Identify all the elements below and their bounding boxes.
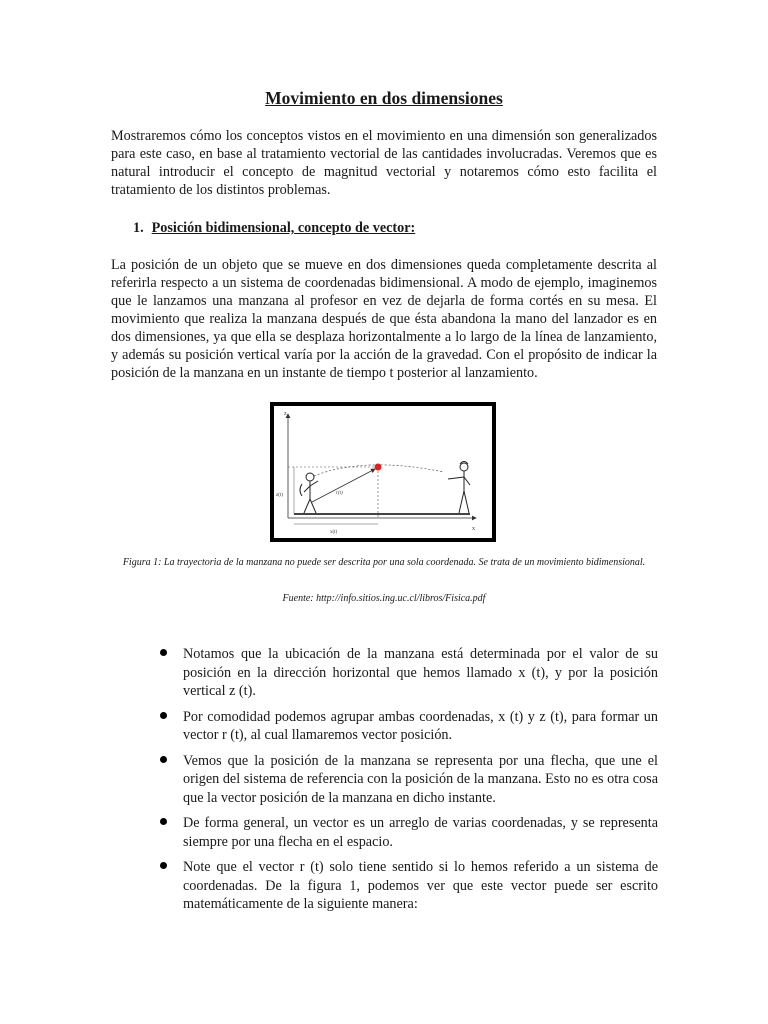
section-heading xyxy=(133,220,415,237)
list-item xyxy=(155,708,658,745)
bullet-text: Vemos que la posición de la manzana se representa por una flecha, que une el origen del sistema de referencia con la posición de la manzana. Esto no es otra cosa que la vector posición de la manzana en dicho instante. xyxy=(183,752,658,806)
axis-z-label: z xyxy=(284,411,287,417)
list-item xyxy=(155,814,658,851)
axis-x-label: x xyxy=(472,526,475,532)
figure-1 xyxy=(270,402,496,542)
figure-caption: Figura 1: La trayectoria de la manzana no puede ser descrita por una sola coordenada. Se trata de un movimiento bidimensional. xyxy=(122,557,646,568)
bullet-text: Por comodidad podemos agrupar ambas coordenadas, x (t) y z (t), para formar un vector r (t), al cual llamaremos vector posición. xyxy=(183,708,658,743)
intro-paragraph: Mostraremos cómo los conceptos vistos en el movimiento en una dimensión son generalizados para este caso, en base al tratamiento vectorial de las cantidades involucradas. Veremos que es natural introducir el concepto de magnitud vectorial y notaremos cómo esto facilita el tratamiento de los distintos problemas. xyxy=(111,128,657,198)
document-title: Movimiento en dos dimensiones xyxy=(265,88,503,108)
position-paragraph: La posición de un objeto que se mueve en dos dimensiones queda completamente descrita al referirla respecto a un sistema de coordenadas bidimensional. A modo de ejemplo, imaginemos que le lanzamos una manzana al profesor en vez de dejarla de forma cortés en su mesa. El movimiento que realiza la manzana después de que ésta abandona la mano del lanzador es en dos dimensiones, ya que ella se desplaza horizontalmente a lo largo de la línea de lanzamiento, y además su posición vertical varía por la acción de la gravedad. Con el propósito de indicar la posición de la manzana en un instante de tiempo t posterior al lanzamiento. xyxy=(111,257,657,381)
list-item xyxy=(155,858,658,914)
xt-label: x(t) xyxy=(330,530,338,535)
bullet-text: De forma general, un vector es un arreglo de varias coordenadas, y se representa siempre por una flecha en el espacio. xyxy=(183,815,658,850)
bullet-icon xyxy=(160,756,167,763)
bullet-list xyxy=(155,645,658,921)
section-number: 1. xyxy=(133,220,144,236)
bullet-text: Notamos que la ubicación de la manzana está determinada por el valor de su posición en la dirección horizontal que hemos llamado x (t), y por la posición vertical z (t). xyxy=(183,646,658,699)
professor-figure xyxy=(448,462,470,514)
rt-label: r(t) xyxy=(336,491,343,496)
zt-label: z(t) xyxy=(276,493,283,498)
position-vector xyxy=(312,469,375,502)
bullet-icon xyxy=(160,649,167,656)
list-item xyxy=(155,752,658,808)
bullet-icon xyxy=(160,818,167,825)
thrower-figure xyxy=(300,473,318,513)
bullet-icon xyxy=(160,862,167,869)
apple xyxy=(375,464,382,471)
bullet-text: Note que el vector r (t) solo tiene sentido si lo hemos referido a un sistema de coordenadas. De la figura 1, podemos ver que este vector puede ser escrito matemáticamente de la siguiente manera: xyxy=(183,859,658,912)
section-title: Posición bidimensional, concepto de vector: xyxy=(151,220,416,236)
figure-source: Fuente: http://info.sitios.ing.uc.cl/libros/Fisica.pdf xyxy=(282,593,486,604)
trajectory-diagram xyxy=(274,406,492,538)
list-item xyxy=(155,645,658,701)
bullet-icon xyxy=(160,712,167,719)
